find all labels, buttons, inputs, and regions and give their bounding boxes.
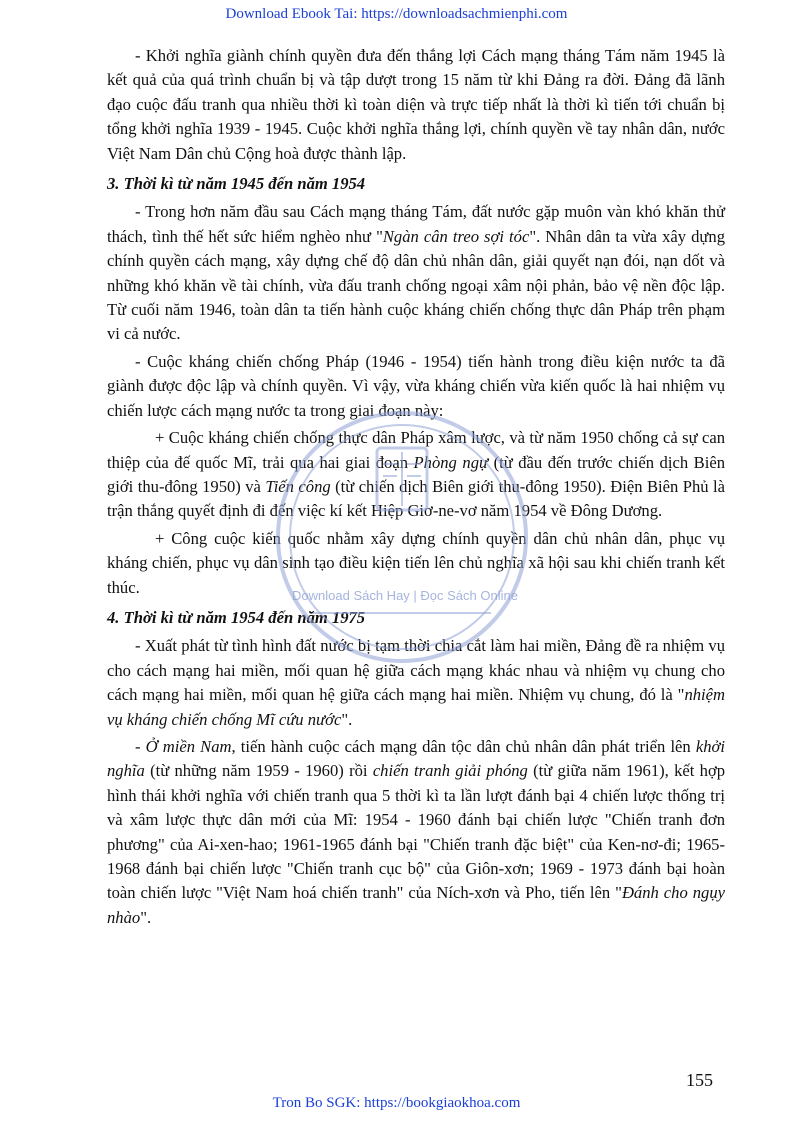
- paragraph-3: - Cuộc kháng chiến chống Pháp (1946 - 1954) tiến hành trong điều kiện nước ta đã giành được độc lập và chính quyền. Vì vậy, vừa kháng chiến vừa kiến quốc là hai nhiệm vụ chiến lược cách mạng nước ta trong giai đoạn này:: [107, 351, 725, 420]
- paragraph-6: - Xuất phát từ tình hình đất nước bị tạm thời chia cắt làm hai miền, Đảng đề ra nhiệm vụ cho cách mạng hai miền, mối quan hệ giữa cách mạng khác nhau và nhiệm vụ chung cho cách mạng hai miền, mối quan hệ giữa cách mạng hai miền. Nhiệm vụ chung, đó là "nhiệm vụ kháng chiến chống Mĩ cứu nước".: [107, 636, 725, 729]
- paragraph-5: + Công cuộc kiến quốc nhằm xây dựng chính quyền dân chủ nhân dân, phục vụ kháng chiến, phục vụ dân sinh tạo điều kiện tiến lên chủ nghĩa xã hội sau khi chiến tranh kết thúc.: [107, 528, 725, 597]
- header-download-link[interactable]: Download Ebook Tai: https://downloadsachmienphi.com: [225, 6, 568, 22]
- section-heading-4: 4. Thời kì từ năm 1954 đến năm 1975: [107, 607, 366, 627]
- paragraph-4: + Cuộc kháng chiến chống thực dân Pháp xâm lược, và từ năm 1950 chống cả sự can thiệp của đế quốc Mĩ, trải qua hai giai đoạn Phòng ngự (từ đầu đến trước chiến dịch Biên giới thu-đông 1950) và Tiến công (từ chiến dịch Biên giới thu-đông 1950). Điện Biên Phủ là trận thắng quyết định đi đến việc kí kết Hiệp Giơ-ne-vơ năm 1954 về Đông Dương.: [107, 428, 725, 521]
- page-content: [107, 44, 725, 933]
- paragraph-2: - Trong hơn năm đầu sau Cách mạng tháng Tám, đất nước gặp muôn vàn khó khăn thử thách, tình thế hết sức hiểm nghèo như "Ngàn cân treo sợi tóc". Nhân dân ta vừa xây dựng chính quyền cách mạng, xây dựng chế độ dân chủ nhân dân, giải quyết nạn đói, nạn dốt và những khó khăn về tài chính, vừa đấu tranh chống ngoại xâm nội phản, bảo vệ nền độc lập. Từ cuối năm 1946, toàn dân ta tiến hành cuộc kháng chiến chống thực dân Pháp trên phạm vi cả nước.: [107, 202, 725, 344]
- section-heading-3: 3. Thời kì từ năm 1945 đến năm 1954: [107, 174, 366, 194]
- page-number: 155: [686, 1070, 713, 1090]
- watermark-text: Download Sách Hay | Đọc Sách Online: [292, 588, 518, 603]
- paragraph-1: - Khởi nghĩa giành chính quyền đưa đến thắng lợi Cách mạng tháng Tám năm 1945 là kết quả của quá trình chuẩn bị và tập dượt trong 15 năm từ khi Đảng ra đời. Đảng đã lãnh đạo cuộc đấu tranh qua nhiều thời kì toàn diện và trực tiếp nhất là thời kì tiến tới chuẩn bị tổng khởi nghĩa 1939 - 1945. Cuộc khởi nghĩa thắng lợi, chính quyền về tay nhân dân, nước Việt Nam Dân chủ Cộng hoà được thành lập.: [107, 46, 725, 163]
- paragraph-7: - Ở miền Nam, tiến hành cuộc cách mạng dân tộc dân chủ nhân dân phát triển lên khởi nghĩa (từ những năm 1959 - 1960) rồi chiến tranh giải phóng (từ giữa năm 1961), kết hợp hình thái khởi nghĩa với chiến tranh qua 5 thời kì ta lần lượt đánh bại 4 chiến lược thống trị và xâm lược thực dân mới của Mĩ: 1954 - 1960 đánh bại chiến lược "Chiến tranh đơn phương" của Ai-xen-hao; 1961-1965 đánh bại "Chiến tranh đặc biệt" của Ken-nơ-đi; 1965-1968 đánh bại chiến lược "Chiến tranh cục bộ" của Giôn-xơn; 1969 - 1973 đánh bại hoàn toàn chiến lược "Việt Nam hoá chiến tranh" của Ních-xơn và Pho, tiến lên "Đánh cho ngụy nhào".: [107, 736, 726, 927]
- footer-textbook-link[interactable]: Tron Bo SGK: https://bookgiaokhoa.com: [272, 1095, 521, 1111]
